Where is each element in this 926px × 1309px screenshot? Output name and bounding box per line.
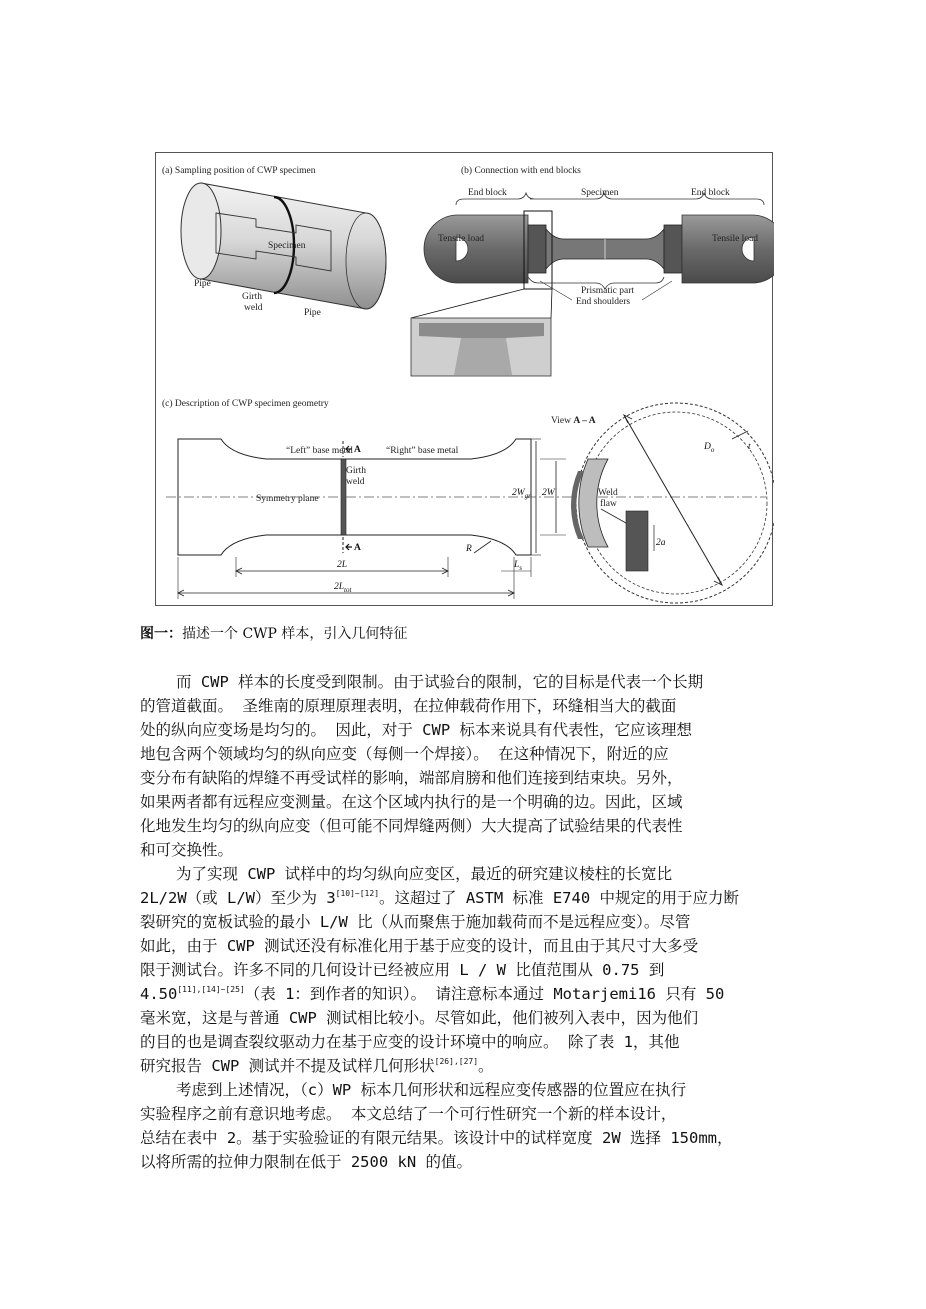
paragraph-line: 4.50[11],[14]~[25]（表 1：到作者的知识）。 请注意标本通过 Motarjemi16 只有 50	[140, 985, 725, 1003]
paragraph-line: 2L/2W（或 L/W）至少为 3[10]~[12]。这超过了 ASTM 标准 E740 中规定的用于应力断	[140, 889, 739, 907]
panel-c-girth-label: Girth	[346, 466, 367, 476]
panel-c-dim-2l: 2L	[337, 560, 348, 570]
panel-c-symmetry-plane: Symmetry plane	[256, 494, 319, 504]
panel-c-view-a-a: View A – A	[551, 416, 596, 426]
paragraph-line: 如果两者都有远程应变测量。在这个区域内执行的是一个明确的边。因此，区域	[140, 793, 683, 811]
paragraph-line: 实验程序之前有意识地考虑。 本文总结了一个可行性研究一个新的样本设计，	[140, 1105, 677, 1123]
panel-a-girth-label: Girth	[242, 292, 263, 302]
paragraph-line: 研究报告 CWP 测试并不提及试样几何形状[26],[27]。	[140, 1057, 494, 1075]
weld-detail-photo	[411, 318, 551, 376]
paragraph-line: 如此，由于 CWP 测试还没有标准化用于基于应变的设计，而且由于其尺寸大多受	[140, 937, 699, 955]
paragraph-line: 以将所需的拉伸力限制在低于 2500 kN 的值。	[140, 1153, 472, 1171]
paragraph-line: 处的纵向应变场是均匀的。 因此，对于 CWP 标本来说具有代表性，它应该理想	[140, 721, 692, 739]
panel-c-dim-2wgr: $2W_{gr}$	[512, 488, 531, 500]
caption-text: 描述一个 CWP 样本，引入几何特征	[182, 626, 408, 642]
specimen-bar	[528, 225, 682, 273]
panel-c-dim-do: $D_o$	[704, 442, 715, 454]
paragraph-line: 和可交换性。	[140, 841, 234, 859]
cwp-specimen-figure	[155, 152, 773, 606]
panel-b-end-block-right: End block	[691, 188, 730, 198]
figure-caption	[140, 624, 407, 644]
panel-b-end-block-left: End block	[468, 188, 507, 198]
paragraph-line: 化地发生均匀的纵向应变（但可能不同焊缝两侧）大大提高了试验结果的代表性	[140, 817, 683, 835]
paragraph-line: 为了实现 CWP 试样中的均匀纵向应变区，最近的研究建议棱柱的长宽比	[176, 865, 673, 883]
panel-c-dim-ls: $L_s$	[514, 560, 523, 572]
panel-c-title: (c) Description of CWP specimen geometry	[162, 399, 329, 409]
weld-flaw-inset	[626, 511, 648, 571]
panel-a-pipe-left-label: Pipe	[194, 279, 211, 289]
paragraph-line: 毫米宽，这是与普通 CWP 测试相比较小。尽管如此，他们被列入表中，因为他们	[140, 1009, 699, 1027]
panel-c-dim-r: R	[466, 544, 472, 554]
paragraph-line: 的目的也是调查裂纹驱动力在基于应变的设计环境中的响应。 除了表 1，其他	[140, 1033, 680, 1051]
panel-c-section-mark-top: A	[354, 445, 361, 455]
body-text	[140, 670, 790, 1174]
panel-c-weld-flaw-1: Weld	[598, 488, 618, 498]
paragraph-line: 考虑到上述情况，（c）WP 标本几何形状和远程应变传感器的位置应在执行	[176, 1081, 687, 1099]
panel-c-right-base-metal: “Right” base metal	[386, 446, 459, 456]
panel-b-specimen: Specimen	[581, 188, 619, 198]
paragraph-line: 而 CWP 样本的长度受到限制。由于试验台的限制，它的目标是代表一个长期	[176, 673, 704, 691]
panel-c-left-base-metal: “Left” base metal	[286, 446, 353, 456]
panel-b-end-shoulders: End shoulders	[576, 297, 631, 307]
cwp-specimen-geometry	[166, 439, 766, 599]
paragraph-line: 限于测试台。许多不同的几何设计已经被应用 L / W 比值范围从 0.75 到	[140, 961, 665, 979]
panel-b-tensile-load-right: Tensile load	[712, 234, 759, 244]
panel-c-weld-flaw-2: flaw	[600, 499, 617, 509]
figure-drawing	[156, 153, 774, 607]
paragraph-line: 的管道截面。 圣维南的原理原理表明，在拉伸载荷作用下，环缝相当大的截面	[140, 697, 677, 715]
panel-c-weld-label: weld	[346, 477, 365, 487]
panel-b-tensile-load-left: Tensile load	[438, 234, 485, 244]
paragraph-line: 裂研究的宽板试验的最小 L/W 比（从而聚焦于施加载荷而不是远程应变）。尽管	[140, 913, 691, 931]
citation: [10]~[12]	[335, 889, 380, 898]
panel-c-dim-2w: 2W	[542, 488, 555, 498]
panel-c-dim-2a: 2a	[656, 538, 666, 548]
panel-c-dim-t: t	[748, 442, 751, 452]
caption-label: 图一：	[140, 626, 182, 642]
panel-c-dim-2ltot: $2L_{tot}$	[334, 582, 352, 594]
paragraph-line: 地包含两个领域均匀的纵向应变（每侧一个焊接）。 在这种情况下，附近的应	[140, 745, 669, 763]
panel-a-specimen-label: Specimen	[268, 241, 306, 251]
citation: [11],[14]~[25]	[177, 985, 245, 994]
panel-a-title: (a) Sampling position of CWP specimen	[162, 166, 316, 176]
panel-a-weld-label: weld	[244, 303, 263, 313]
panel-b-prismatic-part: Prismatic part	[581, 286, 635, 296]
end-block-right	[682, 215, 774, 283]
citation: [26],[27]	[434, 1057, 479, 1066]
panel-a-pipe-right-label: Pipe	[304, 308, 321, 318]
paragraph-line: 变分布有缺陷的焊缝不再受试样的影响，端部肩膀和他们连接到结束块。另外，	[140, 769, 683, 787]
panel-b-title: (b) Connection with end blocks	[461, 166, 581, 176]
panel-c-section-mark-bottom: A	[354, 543, 361, 553]
end-block-left	[424, 215, 528, 283]
paragraph-line: 总结在表中 2。基于实验验证的有限元结果。该设计中的试样宽度 2W 选择 150mm，	[140, 1129, 733, 1147]
